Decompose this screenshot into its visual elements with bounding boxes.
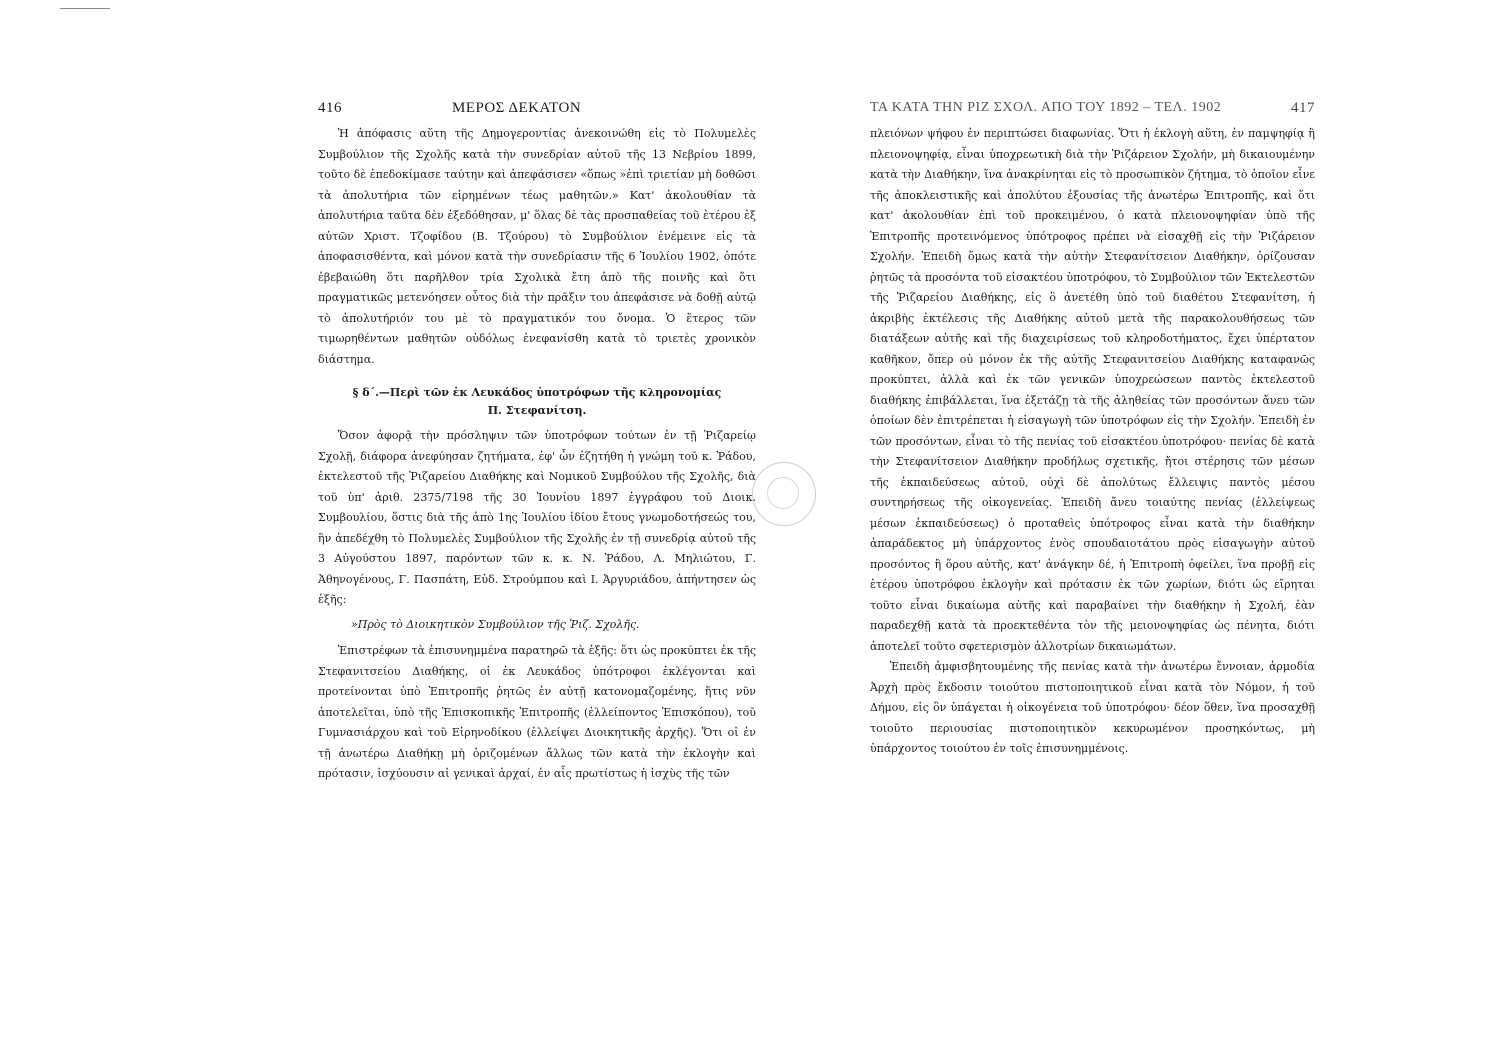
right-page-number: 417 <box>1291 100 1315 116</box>
section-heading <box>318 384 756 420</box>
left-paragraph-2: Ὅσον ἀφορᾷ τὴν πρόσληψιν τῶν ὑποτρόφων τούτων ἐν τῇ Ῥιζαρείῳ Σχολῇ, διάφορα ἀνεφύησαν ζητήματα, ἐφ' ὧν ἐζητήθη ἡ γνώμη τοῦ κ. Ῥάδου, ἐκτελεστοῦ τῆς Ῥιζαρείου Διαθήκης καὶ Νομικοῦ Συμβούλου τῆς Σχολῆς, διὰ τοῦ ὑπ' ἀριθ. 2375/7198 τῆς 30 Ἰουνίου 1897 ἐγγράφου τοῦ Διοικ. Συμβουλίου, ὅστις διὰ τῆς ἀπὸ 1ης Ἰουλίου ἰδίου ἔτους γνωμοδοτήσεώς του, ἣν ἀπεδέχθη τὸ Πολυμελὲς Συμβούλιον τῆς Σχολῆς ἐν τῇ συνεδρίᾳ αὐτοῦ τῆς 3 Αὐγούστου 1897, παρόντων τῶν κ. κ. Ν. Ῥάδου, Λ. Μηλιώτου, Γ. Ἀθηνογένους, Γ. Πασπάτη, Εὐδ. Στρούμπου καὶ Ι. Ἀργυριάδου, ἀπήντησεν ὡς ἑξῆς: <box>318 429 756 606</box>
scan-corner-mark <box>60 8 110 9</box>
right-paragraph-2: Ἐπειδὴ ἀμφισβητουμένης τῆς πενίας κατὰ τὴν ἀνωτέρω ἔννοιαν, ἁρμοδία Ἀρχὴ πρὸς ἔκδοσιν τοιούτου πιστοποιητικοῦ εἶναι κατὰ τὸν Νόμον, ἡ τοῦ Δήμου, εἰς ὃν ὑπάγεται ἡ οἰκογένεια τοῦ ὑποτρόφου· δέον ὅθεν, ἵνα προσαχθῇ τοιοῦτο περιουσίας πιστοποιητικὸν κεκυρωμένον προσηκόντως, μὴ ὑπάρχοντος τοιούτου ἐν τοῖς ἐπισυνημμένοις. <box>870 660 1315 755</box>
library-stamp-seal <box>752 462 816 526</box>
left-running-title: ΜΕΡΟΣ ΔΕΚΑΤΟΝ <box>452 100 582 116</box>
left-paragraph-1: Ἡ ἀπόφασις αὕτη τῆς Δημογεροντίας ἀνεκοινώθη εἰς τὸ Πολυμελὲς Συμβούλιον τῆς Σχολῆς κατὰ τὴν συνεδρίαν αὐτοῦ τῆς 13 Νεβρίου 1899, τοῦτο δὲ ἐπεδοκίμασε ταύτην καὶ ἀπεφάσισεν «ὅπως »ἐπὶ τριετίαν μὴ δοθῶσι τὰ ἀπολυτήρια τῶν εἰρημένων τέως μαθητῶν.» Κατ' ἀκολουθίαν τὰ ἀπολυτήρια ταῦτα δὲν ἐξεδόθησαν, μ' ὅλας δὲ τὰς προσπαθείας τοῦ ἑτέρου ἐξ αὐτῶν Χριστ. Τζοφίδου (Β. Τζούρου) τὸ Συμβούλιον ἐνέμεινε εἰς τὰ ἀποφασισθέντα, καὶ μόνον κατὰ τὴν συνεδρίασιν τῆς 6 Ἰουλίου 1902, ὁπότε ἐβεβαιώθη ὅτι παρῆλθον τρία Σχολικὰ ἔτη ἀπὸ τῆς ποινῆς καὶ ὅτι πραγματικῶς μετενόησεν οὗτος διὰ τὴν πρᾶξιν του ἀπεφάσισε νὰ δοθῇ αὐτῷ τὸ ἀπολυτήριόν του μὲ τὸ πραγματικόν του ὄνομα. Ὁ ἕτερος τῶν τιμωρηθέντων μαθητῶν οὐδόλως ἐνεφανίσθη κατὰ τὸ τριετὲς χρονικὸν διάστημα. <box>318 127 756 366</box>
right-running-title: ΤΑ ΚΑΤΑ ΤΗΝ ΡΙΖ ΣΧΟΛ. ΑΠΟ ΤΟΥ 1892 – ΤΕΛ. 1902 <box>870 100 1222 115</box>
right-page <box>870 100 1315 760</box>
left-page-number: 416 <box>318 100 342 116</box>
left-paragraph-3: Ἐπιστρέφων τὰ ἐπισυνημμένα παρατηρῶ τὰ ἑξῆς: ὅτι ὡς προκύπτει ἐκ τῆς Στεφανιτσείου Διαθήκης, οἱ ἐκ Λευκάδος ὑπότροφοι ἐκλέγονται καὶ προτείνονται ὑπὸ Ἐπιτροπῆς ῥητῶς ἐν αὐτῇ κατονομαζομένης, ἥτις νῦν ἀποτελεῖται, ὑπὸ τῆς Ἐπισκοπικῆς Ἐπιτροπῆς (ἐλλείποντος Ἐπισκόπου), τοῦ Γυμνασιάρχου καὶ τοῦ Εἰρηνοδίκου (ἐλλείψει Διοικητικῆς ἀρχῆς). Ὅτι οἱ ἐν τῇ ἀνωτέρω Διαθήκῃ μὴ ὁριζομένων ἄλλως τῶν κατὰ τὴν ἐκλογὴν καὶ πρότασιν, ἰσχύουσιν αἱ γενικαὶ ἀρχαί, ἐν αἷς πρωτίστως ἡ ἰσχὺς τῆς τῶν <box>318 644 756 780</box>
left-body <box>318 124 756 785</box>
right-running-head <box>870 100 1315 124</box>
section-heading-line-2: Π. Στεφανίτση. <box>487 404 587 417</box>
right-paragraph-1: πλειόνων ψήφου ἐν περιπτώσει διαφωνίας. Ὅτι ἡ ἐκλογὴ αὕτη, ἐν παμψηφίᾳ ἢ πλειονοψηφίᾳ, εἶναι ὑποχρεωτικὴ διὰ τὴν Ῥιζάρειον Σχολήν, μὴ δικαιουμένην κατὰ τὴν Διαθήκην, ἵνα ἀνακρίνηται εἰς τὸ προσωπικὸν ζήτημα, τὸ ὁποῖον εἶνε τῆς ἀποκλειστικῆς καὶ ἀπολύτου ἐξουσίας τῆς ἀνωτέρω Ἐπιτροπῆς, καὶ ὅτι κατ' ἀκολουθίαν ἐπὶ τοῦ προκειμένου, ὁ κατὰ πλειονοψηφίαν ὑπὸ τῆς Ἐπιτροπῆς προτεινόμενος ὑπότροφος πρέπει νὰ εἰσαχθῇ εἰς τὴν Ῥιζάρειον Σχολήν. Ἐπειδὴ ὅμως κατὰ τὴν αὐτὴν Στεφανίτσειον Διαθήκην, ὁρίζουσαν ῥητῶς τὰ προσόντα τοῦ εἰσακτέου ὑποτρόφου, τὸ Συμβούλιον τῶν Ἐκτελεστῶν τῆς Ῥιζαρείου Διαθήκης, εἰς ὃ ἀνετέθη ὑπὸ τοῦ διαθέτου Στεφανίτση, ἡ ἀκριβὴς ἐκτέλεσις τῆς Διαθήκης αὐτοῦ μετὰ τῆς παρακολουθήσεως τῶν διατάξεων αὐτῆς καὶ τῆς διαχειρίσεως τοῦ κληροδοτήματος, ἔχει ὑπέρτατον καθῆκον, ὄπερ οὐ μόνον ἐκ τῆς αὐτῆς Στεφανιτσείου Διαθήκης καταφανῶς προκύπτει, ἀλλὰ καὶ ἐκ τῶν γενικῶν ὑποχρεώσεων παντὸς ἐκτελεστοῦ διαθήκης ἐπιβάλλεται, ἵνα ἐξετάζῃ τὰ τῆς ἀληθείας τῶν προσόντων ἄνευ τῶν ὁποίων δὲν ἐπιτρέπεται ἡ εἰσαγωγὴ τῶν ὑποτρόφων εἰς τὴν Σχολήν. Ἐπειδὴ ἐν τῶν προσόντων, εἶναι τὸ τῆς πενίας τοῦ εἰσακτέου ὑποτρόφου· πενίας δὲ κατὰ τὴν Στεφανίτσειον Διαθήκην προδήλως σχετικῆς, ἤτοι στέρησις τῶν μέσων τῆς ἐκπαιδεύσεως αὐτοῦ, οὐχὶ δὲ ἀπολύτως ἔλλειψις παντὸς μέσου συντηρήσεως τῆς οἰκογενείας. Ἐπειδὴ ἄνευ τοιαύτης πενίας (ἐλλείψεως μέσων ἐκπαιδεύσεως) ὁ προταθεὶς ὑπότροφος εἶναι κατὰ τὴν διαθήκην ἀπαράδεκτος μὴ ὑπάρχοντος ἑνὸς σπουδαιοτάτου πρὸς εἰσαγωγὴν αὐτοῦ προσόντος ἢ ὅρου αὐτῆς, κατ' ἀνάγκην δέ, ἡ Ἐπιτροπὴ ὀφείλει, ἵνα προβῇ εἰς ἑτέρου ὑποτρόφου ἐκλογὴν καὶ πρότασιν ἐκ τῶν χωρίων, διότι ὡς εἴρηται τοῦτο εἶναι δικαίωμα αὐτῆς καὶ παραβαίνει τὴν διαθήκην ἡ Σχολή, ἐὰν παραδεχθῇ κατὰ τὰ προεκτεθέντα τὸν τῆς μειονοψηφίας ὡς πένητα, διότι ἀποτελεῖ τοῦτο σφετερισμὸν ἀλλοτρίων δικαιωμάτων. <box>870 127 1315 653</box>
section-heading-line-1: § δ΄.—Περὶ τῶν ἐκ Λευκάδος ὑποτρόφων τῆς κληρονομίας <box>352 386 722 399</box>
right-body <box>870 124 1315 760</box>
address-line: »Πρὸς τὸ Διοικητικὸν Συμβούλιον τῆς Ῥιζ. Σχολῆς. <box>351 617 640 631</box>
left-page <box>318 100 756 785</box>
left-running-head <box>318 100 756 124</box>
